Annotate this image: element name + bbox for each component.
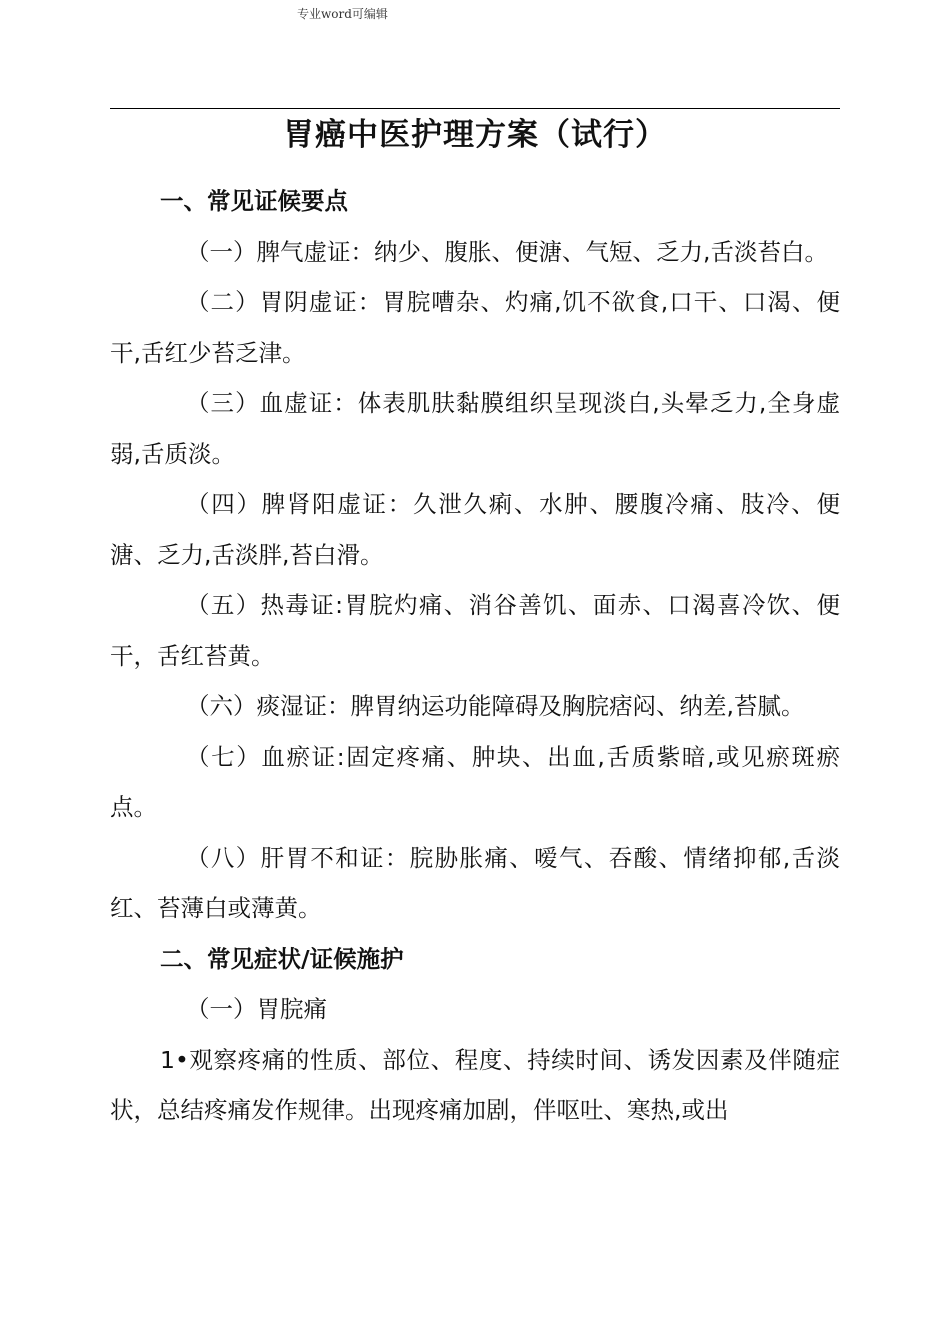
document-body — [110, 176, 840, 1136]
syndrome-item: （七）血瘀证:固定疼痛、肿块、出血,舌质紫暗,或见瘀斑瘀点。 — [110, 742, 840, 821]
subsection-heading: （一）胃脘痛 — [186, 995, 327, 1023]
syndrome-item: （五）热毒证:胃脘灼痛、消谷善饥、面赤、口渴喜冷饮、便干，舌红苔黄。 — [110, 591, 840, 670]
syndrome-item: （八）肝胃不和证：脘胁胀痛、嗳气、吞酸、情绪抑郁,舌淡红、苔薄白或薄黄。 — [110, 843, 840, 922]
syndrome-item: （四）脾肾阳虚证：久泄久痢、水肿、腰腹冷痛、肢冷、便溏、乏力,舌淡胖,苔白滑。 — [110, 490, 840, 569]
header-rule — [110, 108, 840, 109]
section-heading: 二、常见症状/证候施护 — [160, 944, 404, 973]
syndrome-item: （二）胃阴虚证：胃脘嘈杂、灼痛,饥不欲食,口干、口渴、便干,舌红少苔乏津。 — [110, 288, 840, 367]
section-heading: 一、常见证候要点 — [160, 187, 348, 215]
syndrome-item: （六）痰湿证：脾胃纳运功能障碍及胸脘痞闷、纳差,苔腻。 — [186, 692, 805, 720]
syndrome-item: （一）脾气虚证：纳少、腹胀、便溏、气短、乏力,舌淡苔白。 — [186, 237, 828, 266]
body-paragraph: 1•观察疼痛的性质、部位、程度、持续时间、诱发因素及伴随症状，总结疼痛发作规律。出现疼痛加剧，伴呕吐、寒热,或出 — [110, 1045, 840, 1124]
document-title: 胃癌中医护理方案（试行） — [283, 117, 667, 153]
header-note: 专业word可编辑 — [297, 7, 388, 21]
syndrome-item: （三）血虚证：体表肌肤黏膜组织呈现淡白,头晕乏力,全身虚弱,舌质淡。 — [110, 389, 840, 468]
